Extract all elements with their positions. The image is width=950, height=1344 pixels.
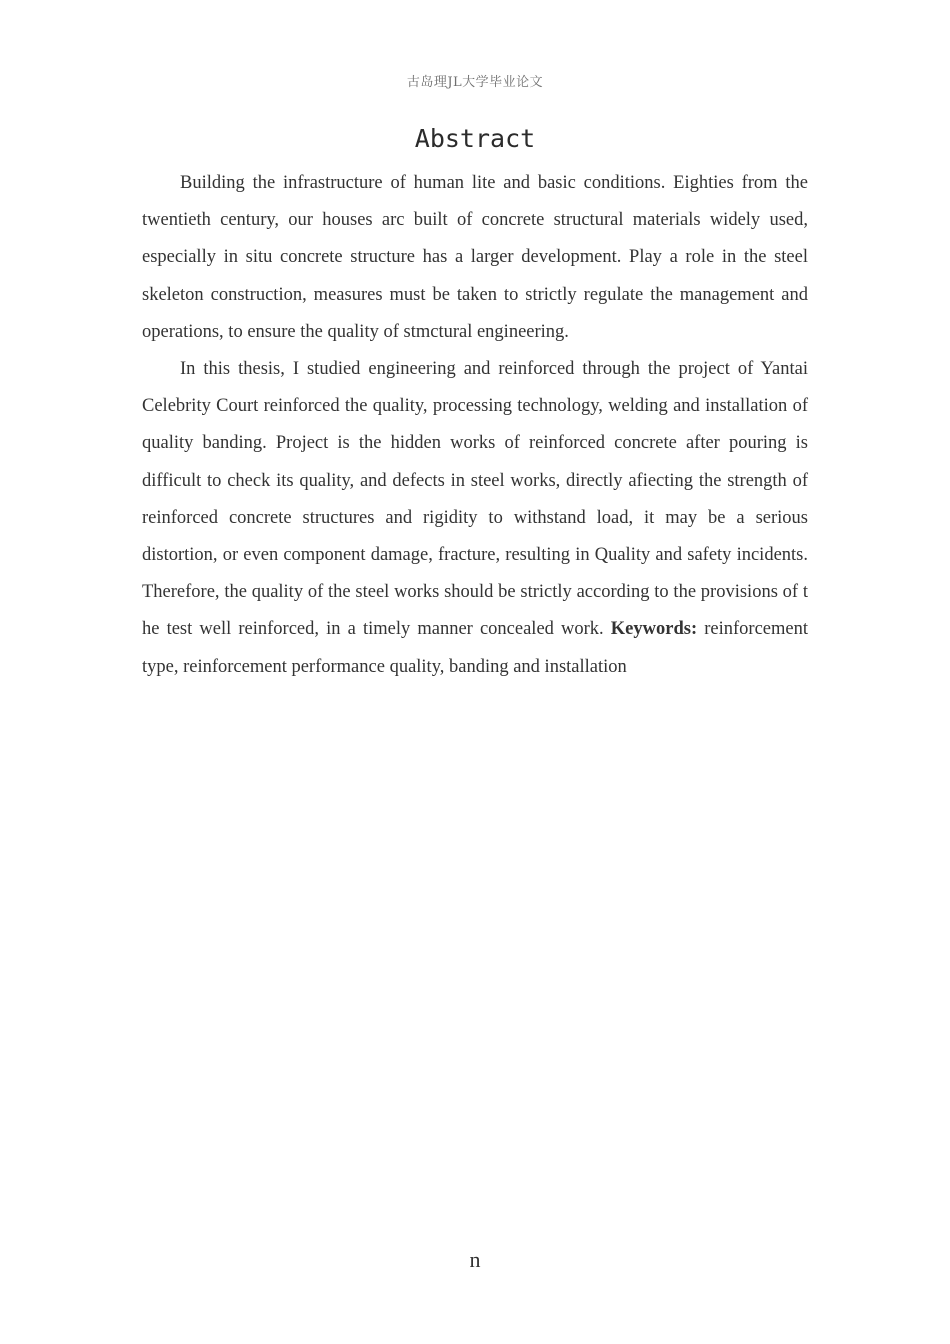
running-header: 古岛理JL大学毕业论文 [406, 75, 544, 90]
keywords-text: reinforcement type, reinforcement performance quality, banding and installation [142, 619, 808, 677]
page-number: n [469, 1247, 481, 1272]
abstract-body [142, 165, 808, 686]
abstract-paragraph-2 [142, 351, 808, 686]
abstract-title: Abstract [414, 124, 536, 153]
abstract-paragraph-1: Building the infrastructure of human lite and basic conditions. Eighties from the twentieth century, our houses arc built of concrete structural materials widely used, especially in situ concrete structure has a larger development. Play a role in the steel skeleton construction, measures must be taken to strictly regulate the management and operations, to ensure the quality of stmctural engineering. [142, 173, 808, 342]
keywords-label: Keywords: [610, 619, 698, 640]
abstract-paragraph-2-text: In this thesis, I studied engineering and reinforced through the project of Yantai Celebrity Court reinforced the quality, processing technology, welding and installation of quality banding. Project is the hidden works of reinforced concrete after pouring is difficult to check its quality, and defects in steel works, directly afiecting the strength of reinforced concrete structures and rigidity to withstand load, it may be a serious distortion, or even component damage, fracture, resulting in Quality and safety incidents. Therefore, the quality of the steel works should be strictly according to the provisions of t he test well reinforced, in a timely manner concealed work. [142, 359, 808, 640]
